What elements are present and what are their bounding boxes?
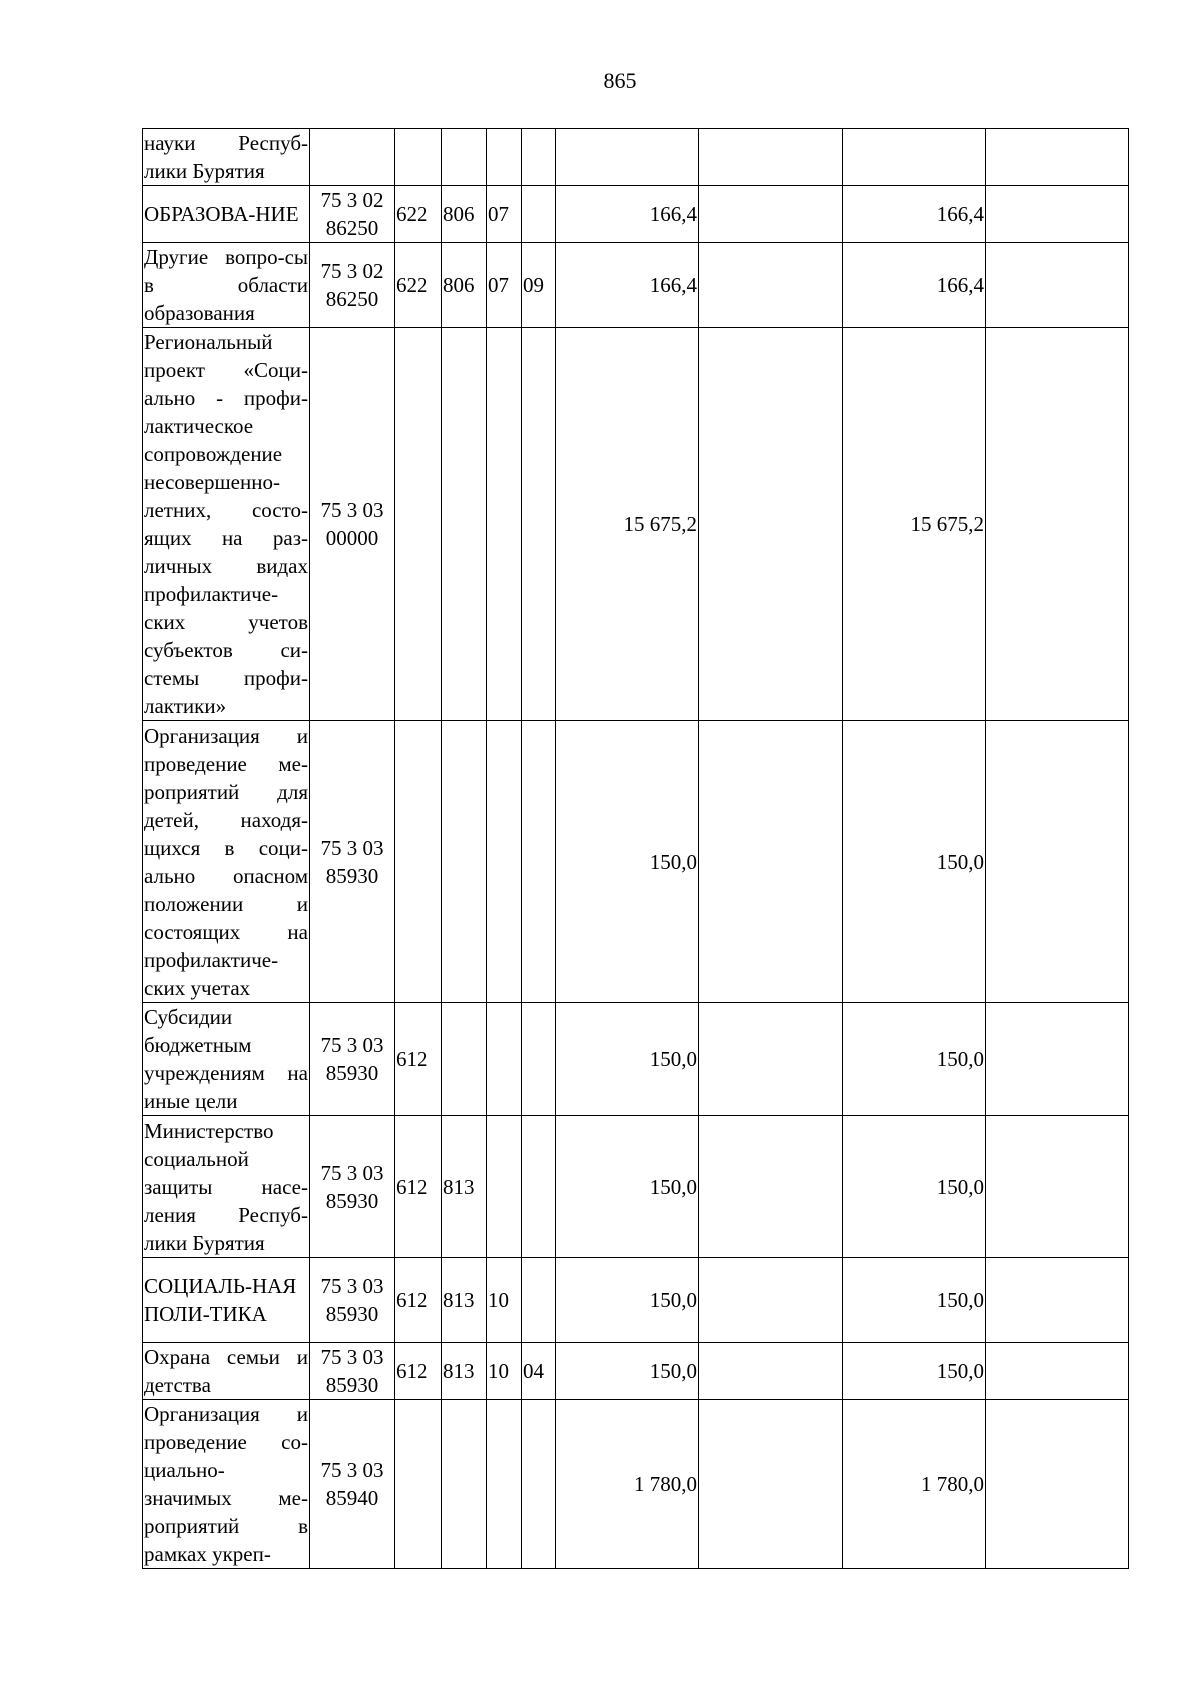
ministry-code-cell: 813 — [442, 1258, 487, 1343]
item-name-cell: Субсидии бюджетным учреждениям на иные цели — [143, 1003, 310, 1116]
amount-cell: 150,0 — [843, 1003, 986, 1116]
ministry-code-cell: 813 — [442, 1116, 487, 1258]
amount-cell — [986, 721, 1129, 1003]
section-cell — [487, 1400, 522, 1569]
expense-type-cell: 612 — [395, 1003, 442, 1116]
ministry-code-cell — [442, 328, 487, 721]
expense-type-cell — [395, 328, 442, 721]
ministry-code-cell: 806 — [442, 243, 487, 328]
item-name-cell: ОБРАЗОВА-НИЕ — [143, 186, 310, 243]
ministry-code-cell — [442, 1003, 487, 1116]
item-name-cell: Министерство социальной защиты насе-ления Респуб-лики Бурятия — [143, 1116, 310, 1258]
item-name-cell: Другие вопро-сы в области образования — [143, 243, 310, 328]
ministry-code-cell: 813 — [442, 1343, 487, 1400]
amount-cell: 150,0 — [843, 1343, 986, 1400]
table-row — [143, 721, 1129, 1003]
subsection-cell: 04 — [522, 1343, 556, 1400]
item-name-cell: Организация и проведение со-циально-значимых ме-роприятий в рамках укреп- — [143, 1400, 310, 1569]
amount-cell: 150,0 — [556, 1343, 699, 1400]
amount-cell — [699, 129, 843, 186]
amount-cell — [699, 1258, 843, 1343]
table-row — [143, 1258, 1129, 1343]
amount-cell: 150,0 — [556, 1003, 699, 1116]
amount-cell: 150,0 — [843, 1258, 986, 1343]
expense-type-cell: 612 — [395, 1116, 442, 1258]
section-cell: 07 — [487, 186, 522, 243]
section-cell: 07 — [487, 243, 522, 328]
expense-type-cell: 612 — [395, 1258, 442, 1343]
target-code-cell: 75 3 03 00000 — [310, 328, 395, 721]
amount-cell: 1 780,0 — [843, 1400, 986, 1569]
ministry-code-cell — [442, 1400, 487, 1569]
table-row — [143, 129, 1129, 186]
table-row — [143, 1400, 1129, 1569]
amount-cell: 166,4 — [556, 243, 699, 328]
table-row — [143, 328, 1129, 721]
amount-cell — [699, 1003, 843, 1116]
amount-cell: 15 675,2 — [843, 328, 986, 721]
budget-table — [142, 128, 1129, 1569]
subsection-cell — [522, 1400, 556, 1569]
amount-cell — [699, 1116, 843, 1258]
amount-cell: 166,4 — [843, 186, 986, 243]
target-code-cell — [310, 129, 395, 186]
amount-cell — [556, 129, 699, 186]
section-cell: 10 — [487, 1343, 522, 1400]
amount-cell — [986, 1116, 1129, 1258]
subsection-cell — [522, 1258, 556, 1343]
amount-cell — [986, 328, 1129, 721]
amount-cell — [699, 721, 843, 1003]
subsection-cell — [522, 1116, 556, 1258]
item-name-cell: СОЦИАЛЬ-НАЯ ПОЛИ-ТИКА — [143, 1258, 310, 1343]
subsection-cell — [522, 186, 556, 243]
section-cell — [487, 1116, 522, 1258]
subsection-cell — [522, 1003, 556, 1116]
amount-cell: 15 675,2 — [556, 328, 699, 721]
table-row — [143, 1003, 1129, 1116]
amount-cell — [699, 243, 843, 328]
table-row — [143, 1116, 1129, 1258]
ministry-code-cell — [442, 721, 487, 1003]
amount-cell — [986, 243, 1129, 328]
amount-cell: 1 780,0 — [556, 1400, 699, 1569]
amount-cell: 166,4 — [843, 243, 986, 328]
subsection-cell — [522, 328, 556, 721]
amount-cell: 150,0 — [843, 721, 986, 1003]
subsection-cell: 09 — [522, 243, 556, 328]
amount-cell — [986, 129, 1129, 186]
target-code-cell: 75 3 03 85930 — [310, 1003, 395, 1116]
amount-cell — [699, 1343, 843, 1400]
table-row — [143, 243, 1129, 328]
amount-cell: 150,0 — [556, 1116, 699, 1258]
section-cell — [487, 129, 522, 186]
table-row — [143, 1343, 1129, 1400]
amount-cell — [986, 1003, 1129, 1116]
section-cell — [487, 328, 522, 721]
expense-type-cell: 622 — [395, 243, 442, 328]
amount-cell: 166,4 — [556, 186, 699, 243]
page-number: 865 — [603, 68, 637, 93]
target-code-cell: 75 3 02 86250 — [310, 186, 395, 243]
amount-cell — [699, 328, 843, 721]
expense-type-cell — [395, 129, 442, 186]
ministry-code-cell: 806 — [442, 186, 487, 243]
amount-cell — [986, 1400, 1129, 1569]
section-cell — [487, 721, 522, 1003]
target-code-cell: 75 3 03 85930 — [310, 1343, 395, 1400]
section-cell: 10 — [487, 1258, 522, 1343]
ministry-code-cell — [442, 129, 487, 186]
target-code-cell: 75 3 03 85930 — [310, 721, 395, 1003]
amount-cell — [699, 1400, 843, 1569]
expense-type-cell: 622 — [395, 186, 442, 243]
expense-type-cell: 612 — [395, 1343, 442, 1400]
table-row — [143, 186, 1129, 243]
item-name-cell: науки Респуб-лики Бурятия — [143, 129, 310, 186]
amount-cell: 150,0 — [556, 1258, 699, 1343]
expense-type-cell — [395, 1400, 442, 1569]
amount-cell — [986, 1258, 1129, 1343]
amount-cell — [843, 129, 986, 186]
amount-cell: 150,0 — [556, 721, 699, 1003]
target-code-cell: 75 3 03 85940 — [310, 1400, 395, 1569]
target-code-cell: 75 3 03 85930 — [310, 1116, 395, 1258]
amount-cell — [986, 186, 1129, 243]
target-code-cell: 75 3 02 86250 — [310, 243, 395, 328]
item-name-cell: Региональный проект «Соци-ально - профи-лактическое сопровождение несовершенно-летних, состо-ящих на раз-личных видах профилактиче-ских учетов субъектов си-стемы профи-лактики» — [143, 328, 310, 721]
amount-cell — [699, 186, 843, 243]
section-cell — [487, 1003, 522, 1116]
target-code-cell: 75 3 03 85930 — [310, 1258, 395, 1343]
expense-type-cell — [395, 721, 442, 1003]
item-name-cell: Организация и проведение ме-роприятий для детей, находя-щихся в соци-ально опасном положении и состоящих на профилактиче-ских учетах — [143, 721, 310, 1003]
subsection-cell — [522, 129, 556, 186]
amount-cell — [986, 1343, 1129, 1400]
amount-cell: 150,0 — [843, 1116, 986, 1258]
item-name-cell: Охрана семьи и детства — [143, 1343, 310, 1400]
subsection-cell — [522, 721, 556, 1003]
